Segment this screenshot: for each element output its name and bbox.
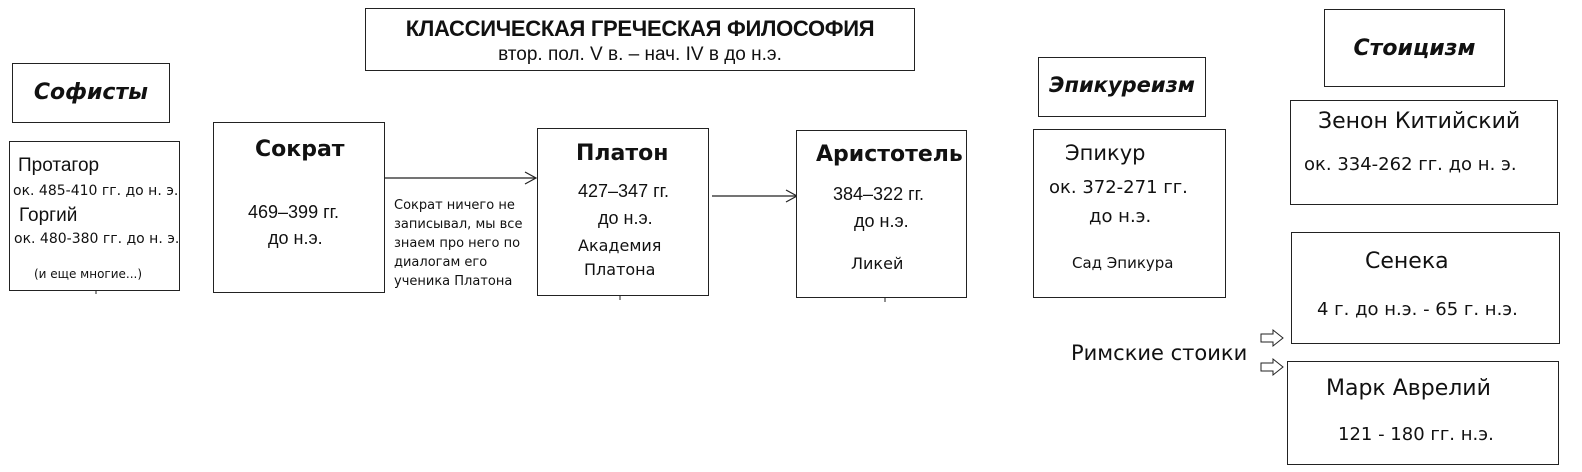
epicurus-dates-1: ок. 372-271 гг. <box>1049 177 1188 198</box>
zeno-name: Зенон Китийский <box>1318 109 1521 134</box>
epicureanism-header: Эпикуреизм <box>1049 73 1195 97</box>
socrates-dates-2: до н.э. <box>268 228 323 248</box>
plato-dates-2: до н.э. <box>598 208 653 228</box>
note-line: Сократ ничего не <box>394 198 515 213</box>
aristotle-school: Ликей <box>851 254 904 273</box>
epicureanism-header-box <box>1038 57 1206 117</box>
aristotle-name: Аристотель <box>816 142 963 167</box>
gorgias-name: Горгий <box>19 205 78 226</box>
plato-dates-1: 427–347 гг. <box>578 181 670 201</box>
seneca-name: Сенека <box>1365 249 1449 274</box>
marcus-box <box>1287 361 1559 465</box>
hollow-arrow-seneca <box>1261 330 1283 346</box>
page-subtitle: втор. пол. V в. – нач. IV в до н.э. <box>498 44 782 65</box>
plato-box <box>537 128 709 296</box>
protagoras-dates: ок. 485-410 гг. до н. э. <box>13 183 179 199</box>
seneca-dates: 4 г. до н.э. - 65 г. н.э. <box>1317 299 1518 320</box>
sophists-box <box>9 141 180 291</box>
sophists-header-box <box>12 63 170 123</box>
aristotle-dates-1: 384–322 гг. <box>833 184 925 204</box>
epicurus-name: Эпикур <box>1065 141 1146 165</box>
marcus-dates: 121 - 180 гг. н.э. <box>1338 424 1494 445</box>
stoicism-header: Стоицизм <box>1353 36 1476 61</box>
note-line: знаем про него по <box>394 236 521 251</box>
zeno-box <box>1290 100 1558 205</box>
aristotle-box <box>796 130 967 298</box>
hollow-arrow-marcus <box>1261 359 1283 375</box>
roman-stoics-label: Римские стоики <box>1071 341 1248 365</box>
zeno-dates: ок. 334-262 гг. до н. э. <box>1304 154 1517 175</box>
page-title: КЛАССИЧЕСКАЯ ГРЕЧЕСКАЯ ФИЛОСОФИЯ <box>405 16 875 41</box>
plato-school-2: Платона <box>584 260 656 279</box>
epicurus-box <box>1033 129 1226 298</box>
aristotle-dates-2: до н.э. <box>854 211 909 231</box>
marcus-name: Марк Аврелий <box>1326 376 1491 401</box>
sophists-more: (и еще многие...) <box>34 267 143 281</box>
socrates-box <box>213 122 385 293</box>
note-line: диалогам его <box>394 255 488 270</box>
note-line: ученика Платона <box>394 274 513 289</box>
socrates-note <box>394 196 522 291</box>
seneca-box <box>1291 232 1560 344</box>
sophists-header: Софисты <box>33 80 149 105</box>
protagoras-name: Протагор <box>18 155 100 176</box>
plato-name: Платон <box>576 141 669 166</box>
note-line: записывал, мы все <box>394 217 523 232</box>
epicurus-dates-2: до н.э. <box>1089 206 1152 227</box>
epicurus-school: Сад Эпикура <box>1072 254 1174 272</box>
socrates-dates-1: 469–399 гг. <box>248 202 340 222</box>
stoicism-header-box <box>1324 9 1505 87</box>
socrates-name: Сократ <box>255 137 345 162</box>
gorgias-dates: ок. 480-380 гг. до н. э. <box>14 231 180 247</box>
title-box <box>365 8 915 71</box>
plato-school-1: Академия <box>578 236 662 255</box>
